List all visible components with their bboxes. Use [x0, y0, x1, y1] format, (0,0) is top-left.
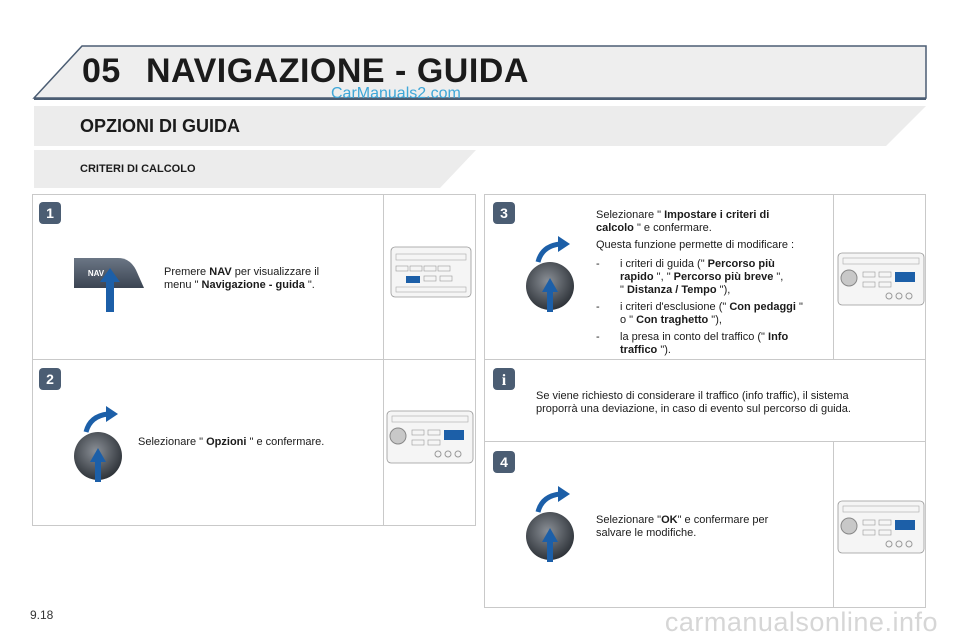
step-2-number: 2: [46, 371, 54, 387]
step-3-description: Questa funzione permette di modificare :: [596, 239, 795, 251]
right-card-column-divider-1: [833, 194, 834, 359]
rotate-arrow-icon: [86, 414, 108, 432]
watermark: CarManuals2.com: [331, 85, 461, 102]
radio-panel-illustration-3: [837, 250, 925, 308]
step-4-badge: [492, 450, 516, 474]
right-card-divider-2: [484, 441, 926, 442]
step-1-number: 1: [46, 205, 54, 221]
ok-keyword: OK: [661, 514, 678, 526]
radio-panel-illustration-4: [837, 498, 925, 556]
nav-button-illustration: [74, 254, 154, 316]
chapter-number: 05: [82, 52, 121, 90]
section-title: OPZIONI DI GUIDA: [80, 116, 241, 136]
criteria-list: [596, 258, 828, 357]
right-card-column-divider-2: [833, 441, 834, 608]
step-2-badge: [38, 367, 62, 391]
info-badge: [492, 367, 516, 391]
right-card-divider-1: [484, 359, 926, 360]
rotary-knob-illustration-4: [524, 484, 584, 564]
info-icon: i: [501, 372, 507, 389]
info-text: Se viene richiesto di considerare il traffico (info traffic), il sistema proporrà una deviazione, in caso di evento sul percorso di guida.: [536, 390, 851, 415]
subsection-title: CRITERI DI CALCOLO: [80, 163, 196, 175]
list-item: - la presa in conto del traffico (" Info traffico ").: [596, 331, 789, 356]
rotate-arrow-icon: [538, 244, 560, 262]
list-item: - i criteri di guida (" Percorso più rapido ", " Percorso più breve ", " Distanza / Tempo "),: [596, 258, 784, 296]
left-card-divider: [32, 359, 476, 360]
step-3-badge: [492, 201, 516, 225]
list-item: - i criteri d'esclusione (" Con pedaggi " o " Con traghetto "),: [596, 301, 803, 326]
footer-url[interactable]: carmanualsonline.info: [664, 607, 938, 637]
radio-panel-illustration-2: [386, 408, 474, 466]
nav-keyword: NAV: [209, 266, 232, 278]
step-4-number: 4: [500, 454, 508, 470]
step-4-text: Selezionare "OK" e confermare per salvare le modifiche.: [596, 514, 769, 539]
impostare-keyword: Impostare i criteri di: [664, 209, 770, 221]
chapter-title: NAVIGAZIONE - GUIDA: [146, 52, 529, 90]
step-2-text: Selezionare " Opzioni " e confermare.: [138, 436, 325, 448]
rotary-knob-illustration-3: [524, 234, 584, 314]
step-1-text: Premere NAV per visualizzare il menu " Navigazione - guida ".: [164, 266, 320, 291]
step-3-number: 3: [500, 205, 508, 221]
left-card-column-divider: [383, 194, 384, 526]
step-3-text: Selezionare " Impostare i criteri di calcolo " e confermare. Questa funzione permette di modificare :: [596, 209, 828, 252]
step-1-badge: [38, 201, 62, 225]
page-number: 9.18: [30, 608, 54, 622]
radio-panel-illustration: [390, 244, 472, 302]
menu-keyword: Navigazione - guida: [201, 279, 305, 291]
rotate-arrow-icon: [538, 494, 560, 512]
nav-button-label: NAV: [87, 269, 105, 278]
opzioni-keyword: Opzioni: [206, 436, 247, 448]
rotary-knob-illustration: [72, 404, 132, 484]
